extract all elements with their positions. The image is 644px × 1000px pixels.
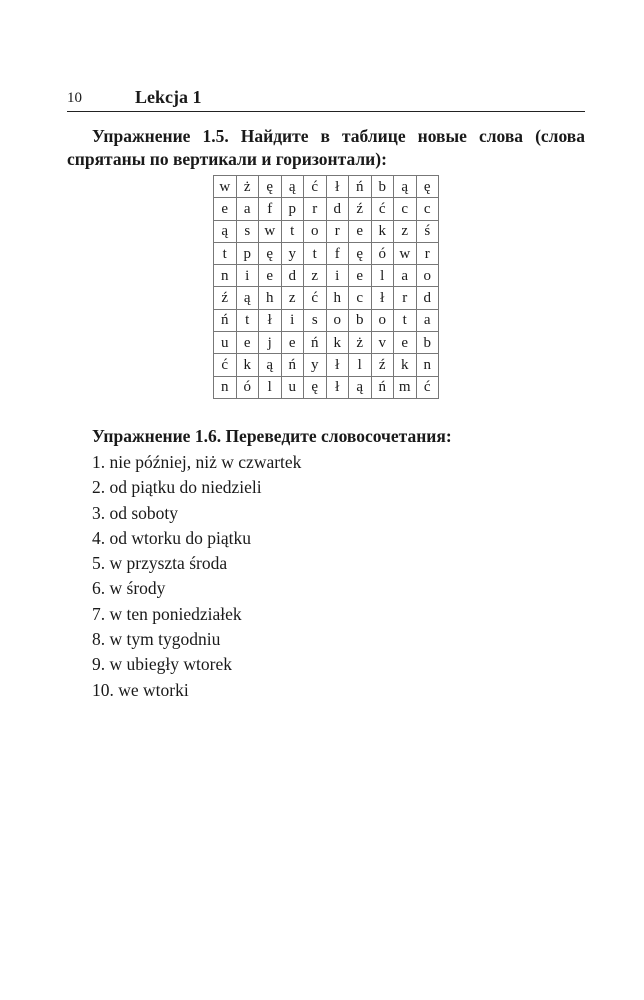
grid-row xyxy=(214,376,439,398)
grid-cell: w xyxy=(259,220,282,242)
grid-cell: ę xyxy=(416,176,439,198)
list-item: 2. od piątku do niedzieli xyxy=(92,477,262,498)
grid-cell: o xyxy=(416,265,439,287)
grid-row xyxy=(214,287,439,309)
grid-cell: ń xyxy=(349,176,372,198)
list-item: 7. w ten poniedziałek xyxy=(92,603,242,624)
grid-cell: ó xyxy=(371,242,394,264)
grid-cell: p xyxy=(236,242,259,264)
grid-cell: i xyxy=(326,265,349,287)
grid-cell: r xyxy=(304,198,327,220)
grid-cell: ą xyxy=(236,287,259,309)
grid-cell: ś xyxy=(416,220,439,242)
grid-cell: f xyxy=(259,198,282,220)
grid-cell: ć xyxy=(214,354,237,376)
page-number: 10 xyxy=(67,90,82,106)
grid-cell: k xyxy=(394,354,417,376)
grid-cell: i xyxy=(281,309,304,331)
grid-cell: ą xyxy=(259,354,282,376)
grid-row xyxy=(214,332,439,354)
grid-cell: u xyxy=(214,332,237,354)
grid-cell: s xyxy=(236,220,259,242)
grid-cell: b xyxy=(371,176,394,198)
grid-cell: c xyxy=(349,287,372,309)
grid-cell: r xyxy=(416,242,439,264)
grid-cell: ł xyxy=(326,354,349,376)
grid-cell: ż xyxy=(349,332,372,354)
grid-cell: j xyxy=(259,332,282,354)
grid-cell: a xyxy=(416,309,439,331)
grid-cell: e xyxy=(394,332,417,354)
grid-cell: ż xyxy=(236,176,259,198)
exercise-1-6-heading: Упражнение 1.6. Переведите словосочетания: xyxy=(92,426,452,446)
grid-cell: ę xyxy=(304,376,327,398)
grid-cell: e xyxy=(236,332,259,354)
list-item: 5. w przyszta środa xyxy=(92,553,228,574)
list-item: 4. od wtorku do piątku xyxy=(92,527,251,548)
grid-cell: ć xyxy=(416,376,439,398)
grid-cell: u xyxy=(281,376,304,398)
grid-row xyxy=(214,354,439,376)
grid-cell: ł xyxy=(326,176,349,198)
grid-cell: n xyxy=(214,265,237,287)
grid-cell: ń xyxy=(304,332,327,354)
grid-cell: l xyxy=(349,354,372,376)
grid-cell: n xyxy=(214,376,237,398)
grid-cell: z xyxy=(304,265,327,287)
grid-cell: y xyxy=(304,354,327,376)
grid-cell: e xyxy=(281,332,304,354)
phrase-list xyxy=(92,450,301,703)
grid-cell: l xyxy=(371,265,394,287)
grid-cell: ć xyxy=(304,287,327,309)
grid-cell: ę xyxy=(259,242,282,264)
grid-row xyxy=(214,242,439,264)
grid-cell: k xyxy=(326,332,349,354)
grid-cell: ć xyxy=(371,198,394,220)
grid-cell: s xyxy=(304,309,327,331)
grid-cell: z xyxy=(281,287,304,309)
grid-cell: m xyxy=(394,376,417,398)
list-item: 3. od soboty xyxy=(92,502,179,523)
grid-cell: e xyxy=(349,265,372,287)
grid-cell: ń xyxy=(214,309,237,331)
grid-cell: o xyxy=(304,220,327,242)
grid-cell: ą xyxy=(214,220,237,242)
grid-cell: z xyxy=(394,220,417,242)
grid-cell: k xyxy=(236,354,259,376)
exercise-1-5-heading: Упражнение 1.5. Найдите в таблице новые слова (слова спрятаны по вертикали и горизонтали): xyxy=(67,126,585,169)
grid-cell: r xyxy=(326,220,349,242)
grid-cell: k xyxy=(371,220,394,242)
running-head xyxy=(67,86,585,112)
grid-cell: c xyxy=(416,198,439,220)
grid-cell: ć xyxy=(304,176,327,198)
grid-cell: d xyxy=(326,198,349,220)
grid-cell: e xyxy=(214,198,237,220)
grid-cell: ą xyxy=(394,176,417,198)
grid-cell: ź xyxy=(214,287,237,309)
grid-cell: r xyxy=(394,287,417,309)
grid-cell: b xyxy=(349,309,372,331)
grid-cell: d xyxy=(281,265,304,287)
grid-cell: ó xyxy=(236,376,259,398)
header-rule-divider xyxy=(67,111,585,112)
grid-cell: a xyxy=(236,198,259,220)
grid-cell: n xyxy=(416,354,439,376)
grid-cell: h xyxy=(259,287,282,309)
grid-cell: ę xyxy=(349,242,372,264)
chapter-title: Lekcja 1 xyxy=(135,87,202,107)
grid-cell: w xyxy=(214,176,237,198)
grid-row xyxy=(214,265,439,287)
grid-cell: o xyxy=(371,309,394,331)
list-item: 1. nie później, niż w czwartek xyxy=(92,452,302,472)
grid-cell: p xyxy=(281,198,304,220)
list-item: 9. w ubiegły wtorek xyxy=(92,654,232,675)
grid-cell: t xyxy=(236,309,259,331)
grid-cell: t xyxy=(304,242,327,264)
list-item: 10. we wtorki xyxy=(92,679,189,700)
grid-cell: ą xyxy=(349,376,372,398)
grid-cell: ń xyxy=(281,354,304,376)
word-search-grid xyxy=(213,175,439,399)
list-item: 8. w tym tygodniu xyxy=(92,629,221,650)
grid-cell: c xyxy=(394,198,417,220)
grid-row xyxy=(214,309,439,331)
grid-cell: ą xyxy=(281,176,304,198)
grid-row xyxy=(214,220,439,242)
grid-cell: ź xyxy=(371,354,394,376)
grid-cell: ę xyxy=(259,176,282,198)
grid-cell: y xyxy=(281,242,304,264)
grid-cell: w xyxy=(394,242,417,264)
grid-cell: ń xyxy=(371,376,394,398)
grid-cell: d xyxy=(416,287,439,309)
grid-cell: v xyxy=(371,332,394,354)
grid-cell: ł xyxy=(371,287,394,309)
grid-cell: t xyxy=(281,220,304,242)
grid-cell: ź xyxy=(349,198,372,220)
grid-cell: o xyxy=(326,309,349,331)
list-item: 6. w środy xyxy=(92,578,166,599)
grid-cell: e xyxy=(259,265,282,287)
grid-cell: h xyxy=(326,287,349,309)
grid-cell: ł xyxy=(259,309,282,331)
grid-cell: ł xyxy=(326,376,349,398)
grid-cell: b xyxy=(416,332,439,354)
grid-cell: i xyxy=(236,265,259,287)
grid-cell: a xyxy=(394,265,417,287)
grid-cell: l xyxy=(259,376,282,398)
grid-row xyxy=(214,176,439,198)
grid-cell: e xyxy=(349,220,372,242)
grid-row xyxy=(214,198,439,220)
grid-cell: t xyxy=(394,309,417,331)
grid-cell: t xyxy=(214,242,237,264)
grid-cell: f xyxy=(326,242,349,264)
